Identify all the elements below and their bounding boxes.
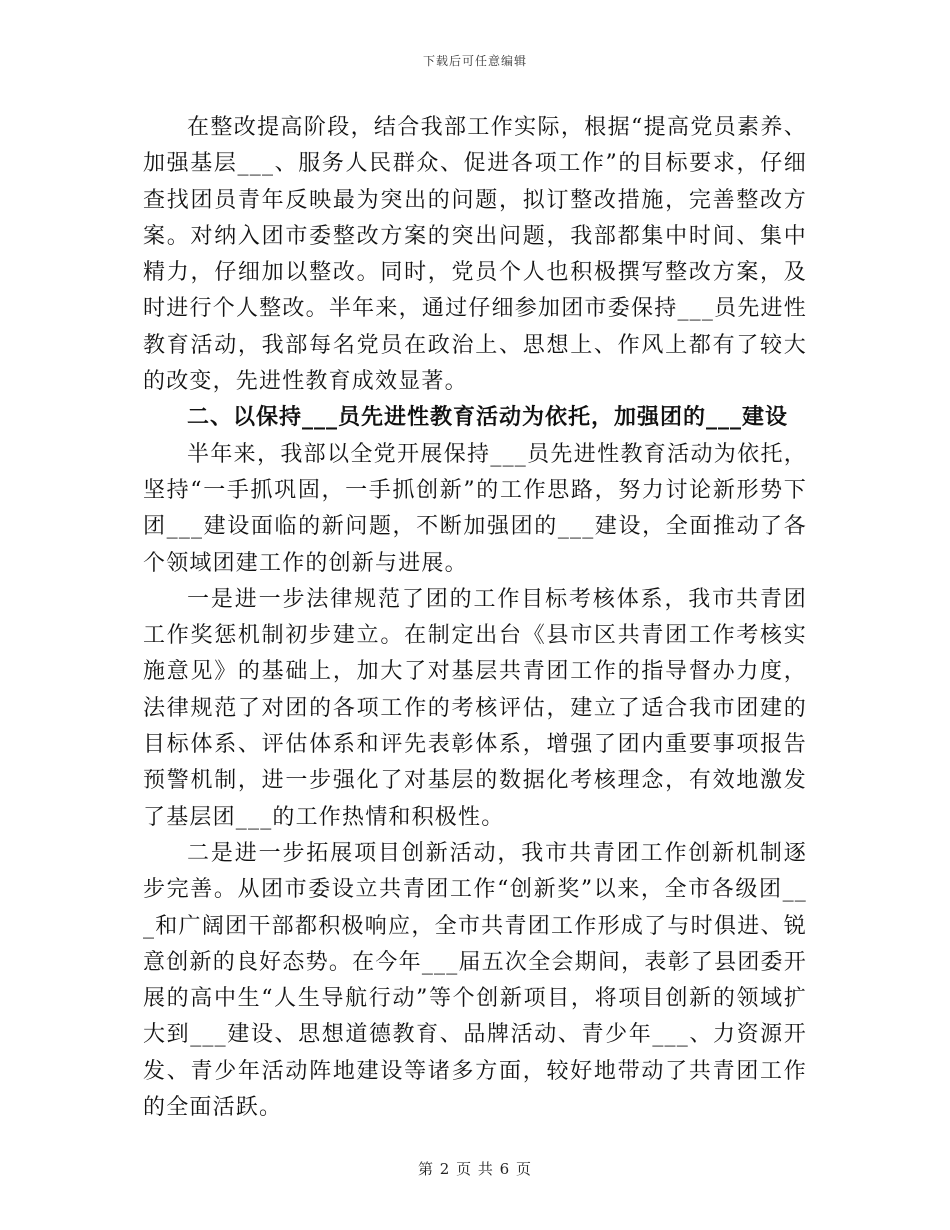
page-number: 第 2 页 共 6 页 [418, 1160, 532, 1178]
paragraph-innovation: 二是进一步拓展项目创新活动，我市共青团工作创新机制逐步完善。从团市委设立共青团工作“创新奖”以来，全市各级团___和广阔团干部都积极响应，全市共青团工作形成了与时俱进、锐意创新的良好态势。在今年___届五次全会期间，表彰了县团委开展的高中生“人生导航行动”等个创新项目，将项目创新的领域扩大到___建设、思想道德教育、品牌活动、青少年___、力资源开发、青少年活动阵地建设等诸多方面，较好地带动了共青团工作的全面活跃。 [143, 840, 807, 1121]
section-heading-2: 二、以保持___员先进性教育活动为依托，加强团的___建设 [187, 405, 789, 431]
paragraph-rectification: 在整改提高阶段，结合我部工作实际，根据“提高党员素养、加强基层___、服务人民群众、促进各项工作”的目标要求，仔细查找团员青年反映最为突出的问题，拟订整改措施，完善整改方案。对纳入团市委整改方案的突出问题，我部都集中时间、集中精力，仔细加以整改。同时，党员个人也积极撰写整改方案，及时进行个人整改。半年来，通过仔细参加团市委保持___员先进性教育活动，我部每名党员在政治上、思想上、作风上都有了较大的改变，先进性教育成效显著。 [143, 115, 807, 395]
document-body [143, 110, 807, 1126]
paragraph-half-year: 半年来，我部以全党开展保持___员先进性教育活动为依托，坚持“一手抓巩固，一手抓创新”的工作思路，努力讨论新形势下团___建设面临的新问题，不断加强团的___建设，全面推动了各个领域团建工作的创新与进展。 [143, 441, 807, 576]
paragraph-assessment-system: 一是进一步法律规范了团的工作目标考核体系，我市共青团工作奖惩机制初步建立。在制定出台《县市区共青团工作考核实施意见》的基础上，加大了对基层共青团工作的指导督办力度，法律规范了对团的各项工作的考核评估，建立了适合我市团建的目标体系、评估体系和评先表彰体系，增强了团内重要事项报告预警机制，进一步强化了对基层的数据化考核理念，有效地激发了基层团___的工作热情和积极性。 [143, 586, 807, 830]
page-header-note: 下载后可任意编辑 [422, 54, 527, 68]
